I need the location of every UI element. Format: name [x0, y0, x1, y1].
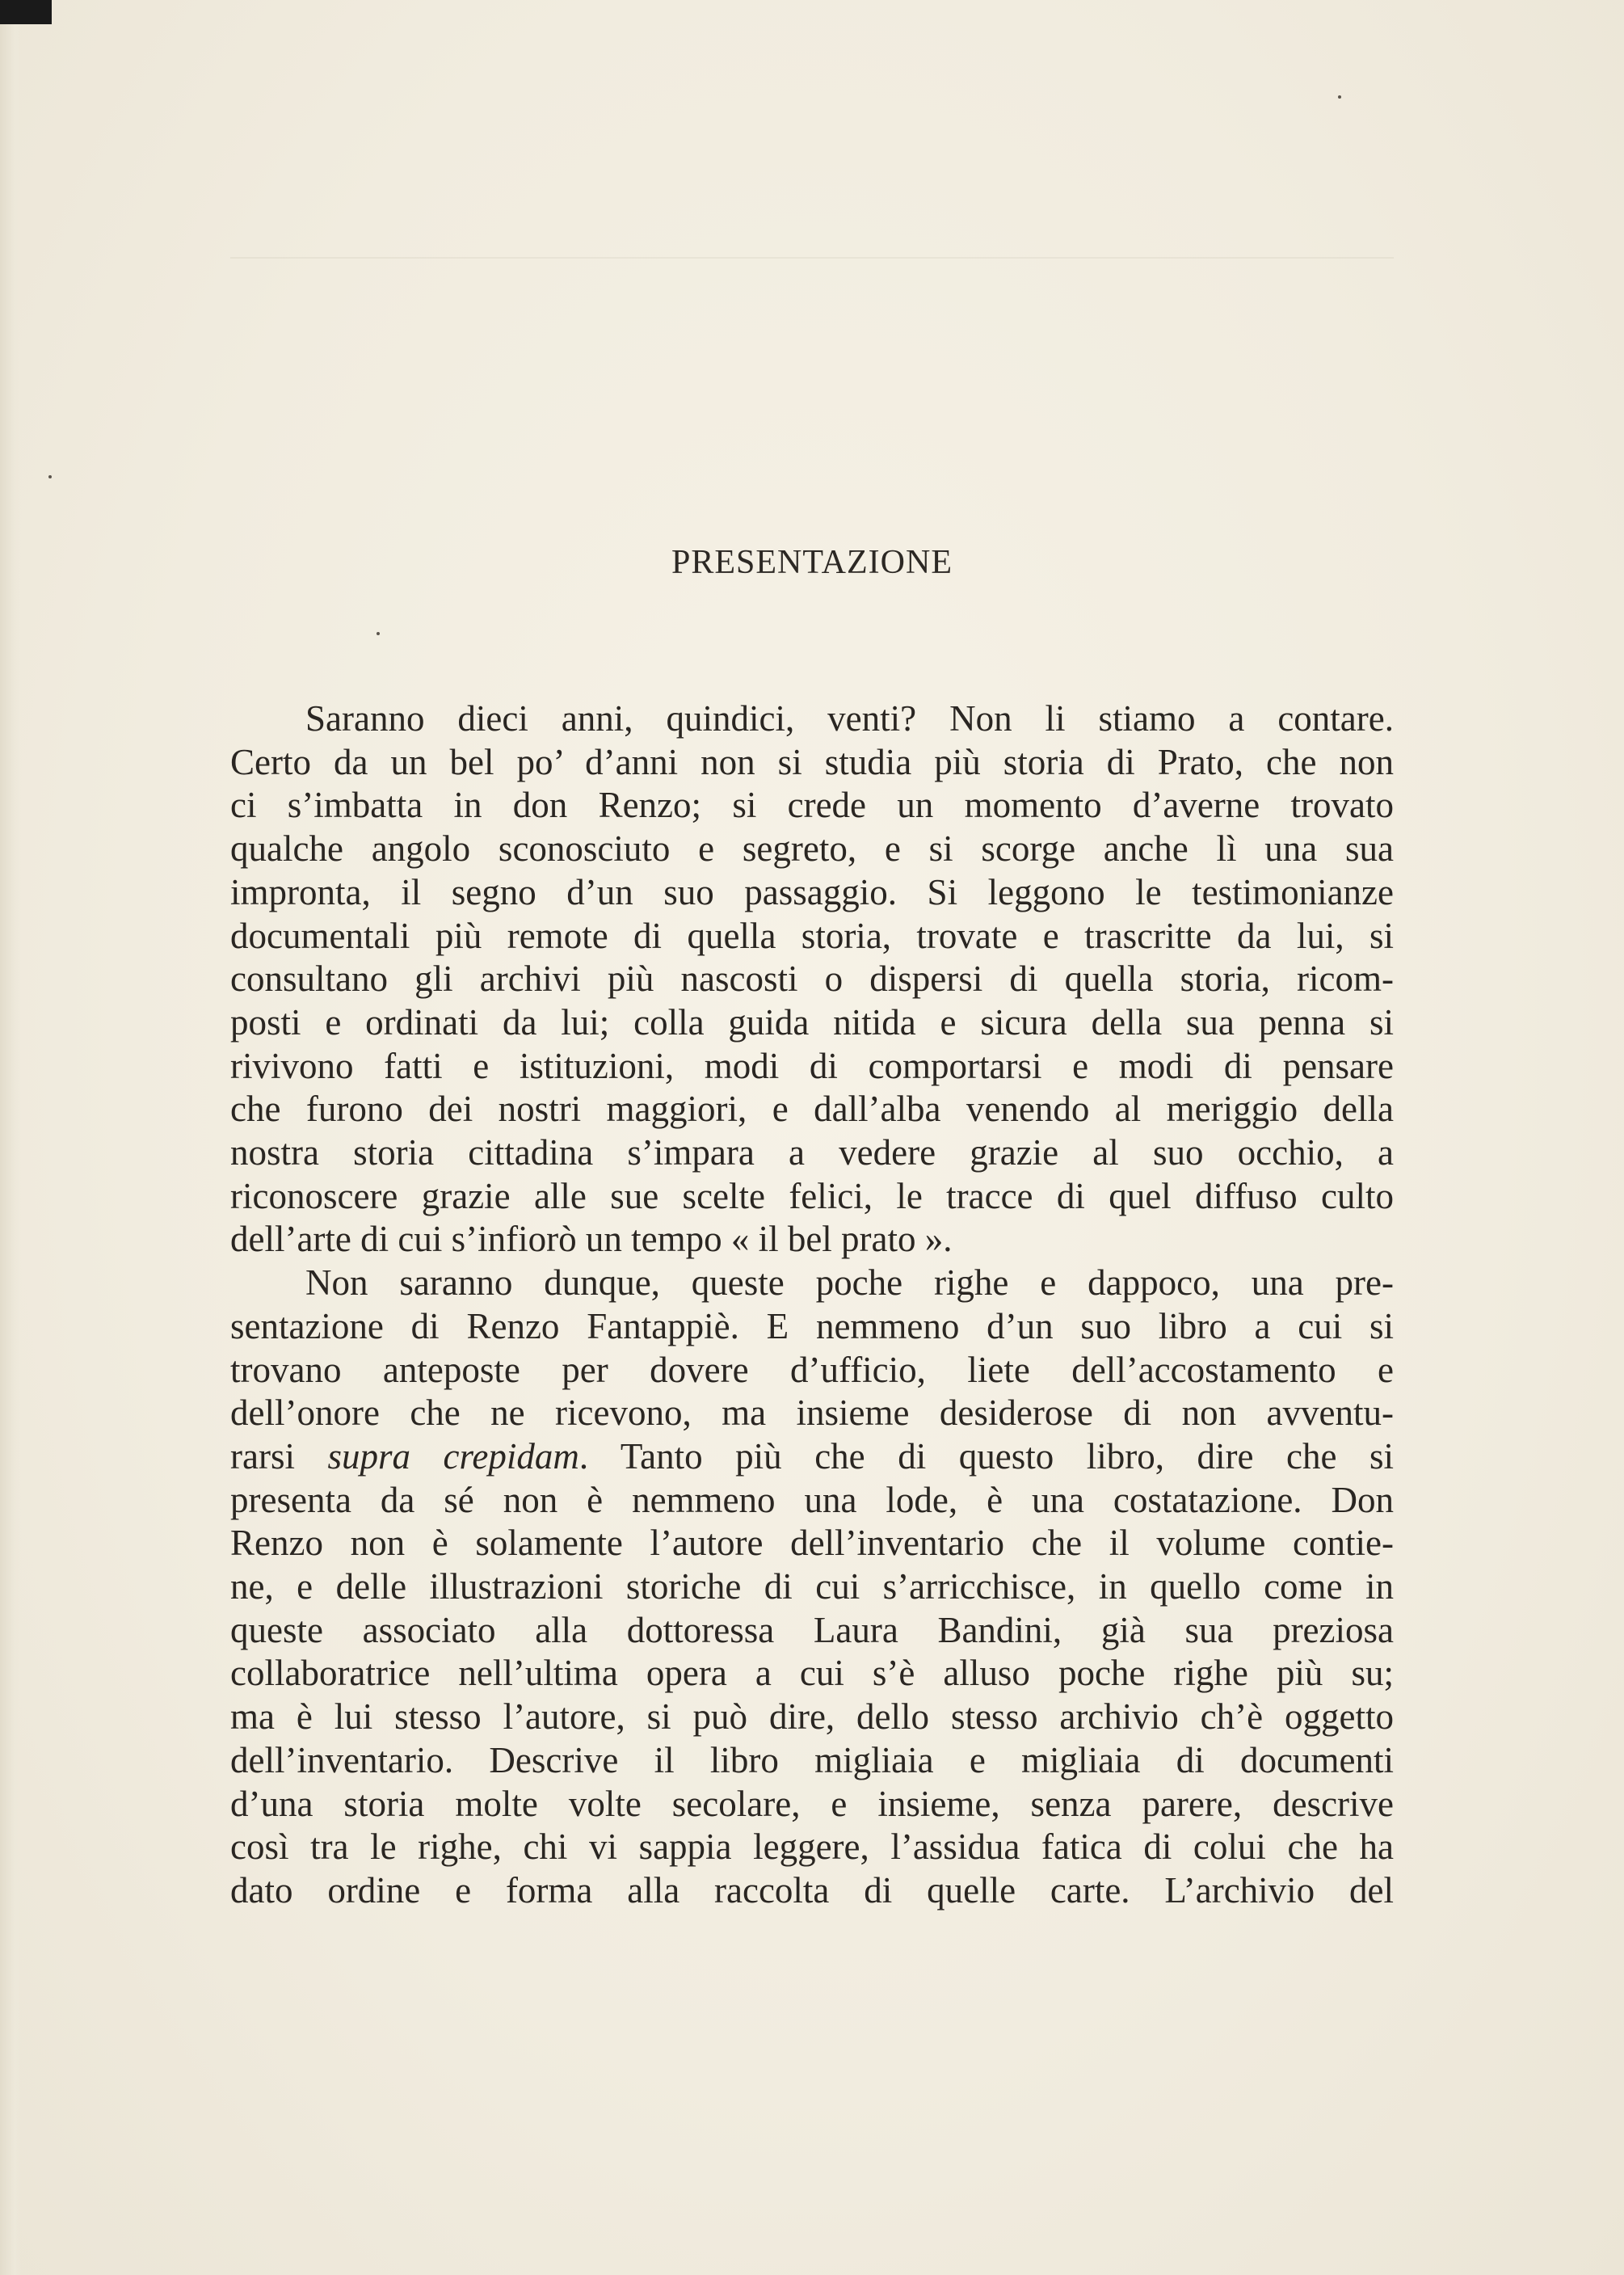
text-line: qualche angolo sconosciuto e segreto, e si scorge anche lì una sua — [230, 828, 1394, 870]
text-line: così tra le righe, chi vi sappia leggere, l’assidua fatica di colui che ha — [230, 1826, 1394, 1868]
text-line: trovano anteposte per dovere d’ufficio, liete dell’accostamento e — [230, 1349, 1394, 1390]
text-line: queste associato alla dottoressa Laura Bandini, già sua preziosa — [230, 1609, 1394, 1650]
text-line: consultano gli archivi più nascosti o dispersi di quella storia, ricom- — [230, 958, 1394, 1000]
text-line: sentazione di Renzo Fantappiè. E nemmeno d’un suo libro a cui si — [230, 1305, 1394, 1346]
text-line: ne, e delle illustrazioni storiche di cui s’arricchisce, in quello come in — [230, 1566, 1394, 1607]
text-line: nostra storia cittadina s’impara a vedere grazie al suo occhio, a — [230, 1132, 1394, 1173]
text-line: presenta da sé non è nemmeno una lode, è una costatazione. Don — [230, 1479, 1394, 1520]
page-binding-edge — [0, 0, 21, 2275]
text-line: documentali più remote di quella storia, trovate e trascritte da lui, si — [230, 915, 1394, 956]
text-line: Saranno dieci anni, quindici, venti? Non li stiamo a contare. — [305, 698, 1394, 739]
text-line: dell’onore che ne ricevono, ma insieme desiderose di non avventu- — [230, 1392, 1394, 1434]
paper-speck — [48, 475, 52, 478]
body-text — [230, 697, 1394, 1913]
text-line: collaboratrice nell’ultima opera a cui s’è alluso poche righe più su; — [230, 1653, 1394, 1694]
text-line: d’una storia molte volte secolare, e insieme, senza parere, descrive — [230, 1783, 1394, 1824]
text-line: che furono dei nostri maggiori, e dall’alba venendo al meriggio della — [230, 1089, 1394, 1130]
text-segment: . Tanto più che di questo libro, dire che si — [578, 1435, 1394, 1477]
text-line: rivivono fatti e istituzioni, modi di comportarsi e modi di pensare — [230, 1045, 1394, 1086]
paper-speck — [1338, 95, 1341, 99]
paper-speck — [377, 632, 380, 635]
text-line: posti e ordinati da lui; colla guida nitida e sicura della sua penna si — [230, 1001, 1394, 1043]
italic-phrase: supra crepidam — [327, 1435, 579, 1477]
page-title: PRESENTAZIONE — [671, 544, 953, 581]
text-line-with-italic — [230, 1435, 1394, 1479]
show-through-header-rule — [230, 257, 1394, 259]
text-line: dato ordine e forma alla raccolta di quelle carte. L’archivio del — [230, 1869, 1394, 1911]
text-line: ci s’imbatta in don Renzo; si crede un momento d’averne trovato — [230, 785, 1394, 826]
text-line: riconoscere grazie alle sue scelte felici, le tracce di quel diffuso culto — [230, 1175, 1394, 1216]
text-line: dell’arte di cui s’infiorò un tempo « il bel prato ». — [230, 1219, 953, 1260]
text-line: Renzo non è solamente l’autore dell’inventario che il volume contie- — [230, 1523, 1394, 1564]
text-line: impronta, il segno d’un suo passaggio. Si leggono le testimonianze — [230, 871, 1394, 912]
text-line: Certo da un bel po’ d’anni non si studia più storia di Prato, che non — [230, 741, 1394, 782]
text-line: Non saranno dunque, queste poche righe e dappoco, una pre- — [305, 1262, 1394, 1304]
text-line: ma è lui stesso l’autore, si può dire, dello stesso archivio ch’è oggetto — [230, 1696, 1394, 1738]
text-line: dell’inventario. Descrive il libro migliaia e migliaia di documenti — [230, 1739, 1394, 1780]
paragraph-2 — [230, 1262, 1394, 1913]
paragraph-1 — [230, 697, 1394, 1262]
text-segment: rarsi — [230, 1435, 328, 1477]
scan-corner-mark — [0, 0, 52, 24]
